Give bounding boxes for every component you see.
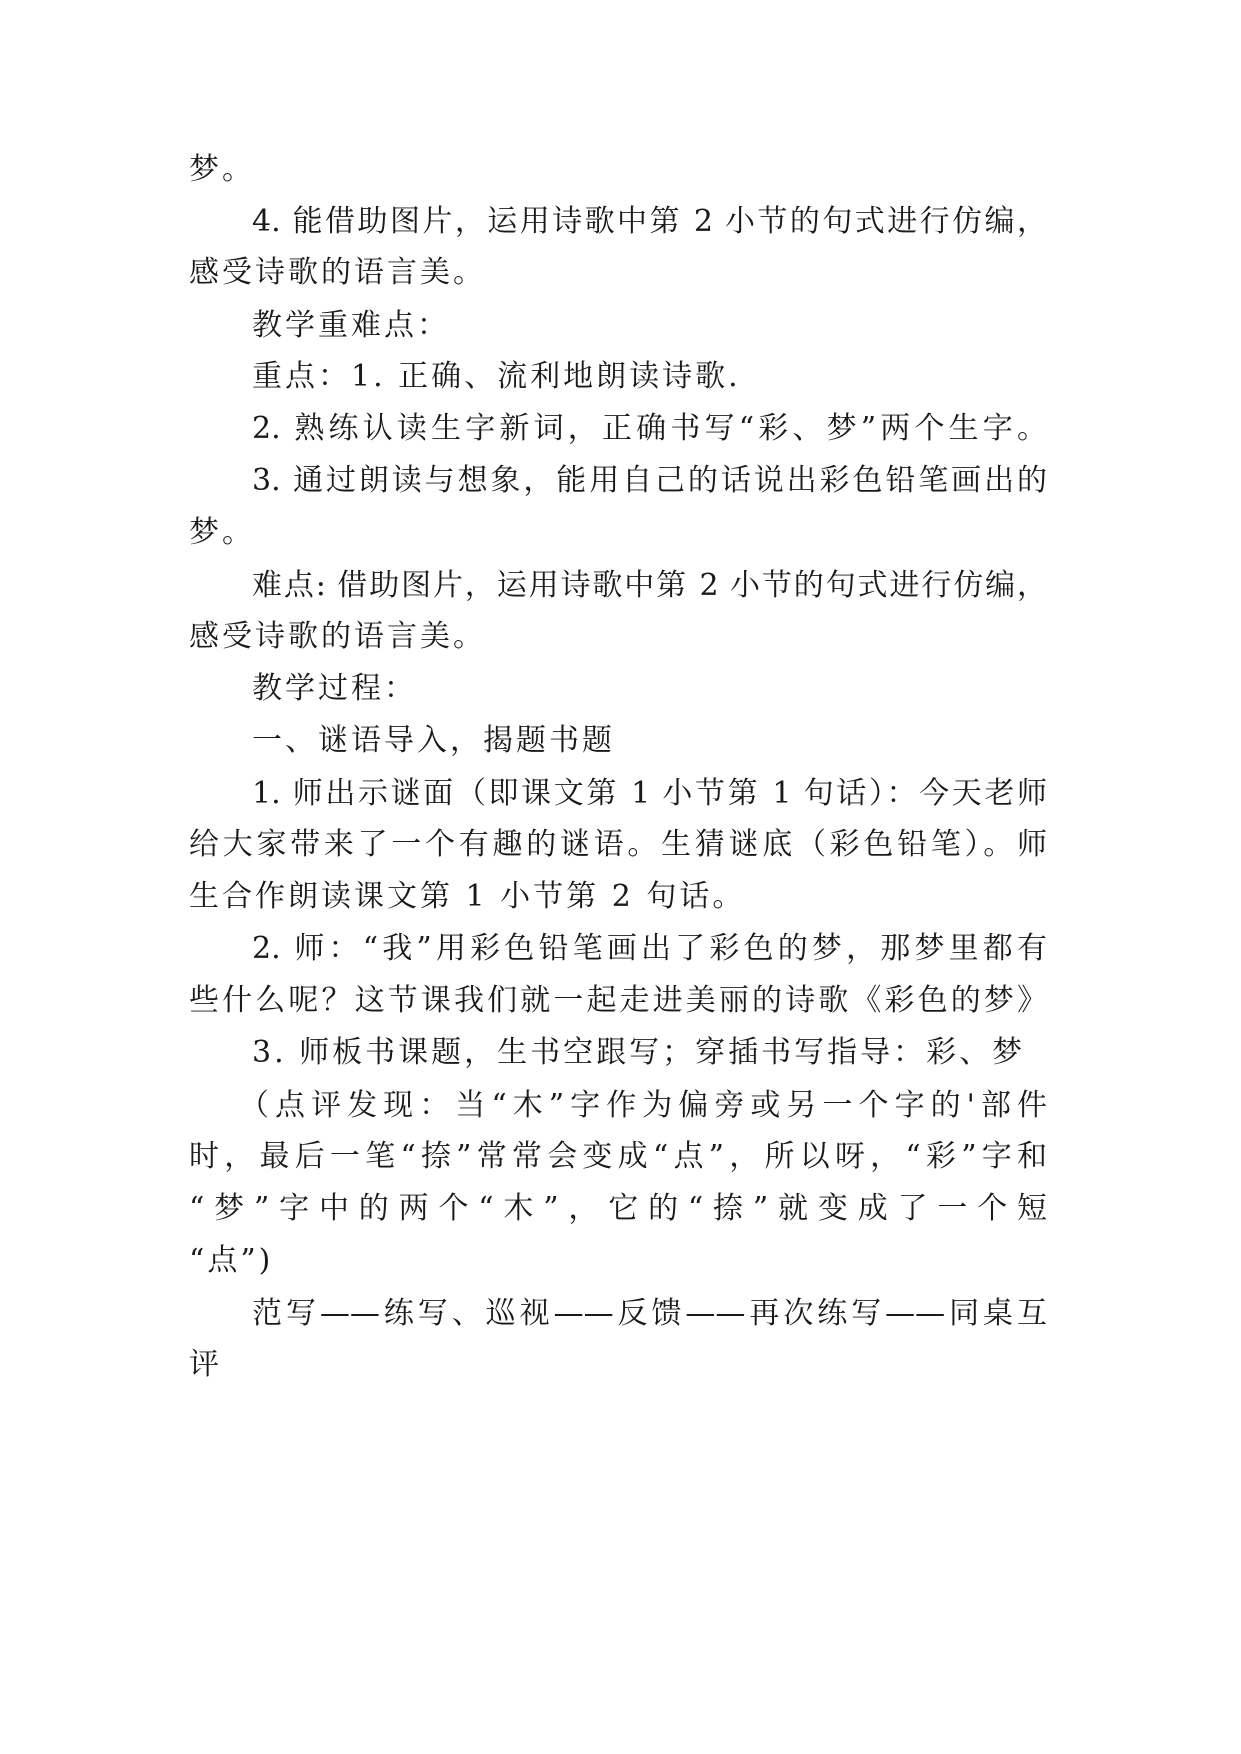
text-line: （点评发现：当“木”字作为偏旁或另一个字的'部件 xyxy=(239,1088,1047,1123)
text-line: 生合作朗读课文第 1 小节第 2 句话。 xyxy=(189,879,746,914)
text-line: 教学重难点： xyxy=(252,308,450,343)
text-line: 3. 师板书课题，生书空跟写；穿插书写指导：彩、梦 xyxy=(252,1035,1026,1070)
text-line: 1. 师出示谜面（即课文第 1 小节第 1 句话）：今天老师 xyxy=(252,776,1047,811)
text-line: 评 xyxy=(189,1347,222,1382)
text-line: 时，最后一笔“捺”常常会变成“点”，所以呀，“彩”字和 xyxy=(189,1139,1047,1174)
text-line: 感受诗歌的语言美。 xyxy=(189,255,486,290)
text-line: “点”) xyxy=(189,1243,274,1278)
text-line: 给大家带来了一个有趣的谜语。生猜谜底（彩色铅笔）。师 xyxy=(189,827,1047,862)
text-line: 重点：1. 正确、流利地朗读诗歌. xyxy=(252,359,741,394)
text-line: 教学过程： xyxy=(252,671,417,706)
text-line: 感受诗歌的语言美。 xyxy=(189,619,486,654)
text-line: 4. 能借助图片，运用诗歌中第 2 小节的句式进行仿编， xyxy=(252,204,1047,239)
text-line: 梦。 xyxy=(189,152,255,187)
text-line: 一、谜语导入，揭题书题 xyxy=(252,723,615,758)
text-line: 梦。 xyxy=(189,515,255,550)
text-line: 3. 通过朗读与想象，能用自己的话说出彩色铅笔画出的 xyxy=(252,463,1047,498)
text-line: “梦”字中的两个“木”，它的“捺”就变成了一个短 xyxy=(189,1191,1047,1226)
text-line: 2. 熟练认读生字新词，正确书写“彩、梦”两个生字。 xyxy=(252,411,1047,446)
text-line: 2. 师：“我”用彩色铅笔画出了彩色的梦，那梦里都有 xyxy=(252,931,1047,966)
text-line: 些什么呢？这节课我们就一起走进美丽的诗歌《彩色的梦》 xyxy=(189,983,1047,1018)
text-line: 范写——练写、巡视——反馈——再次练写——同桌互 xyxy=(252,1296,1047,1331)
text-line: 难点: 借助图片，运用诗歌中第 2 小节的句式进行仿编， xyxy=(252,568,1047,603)
